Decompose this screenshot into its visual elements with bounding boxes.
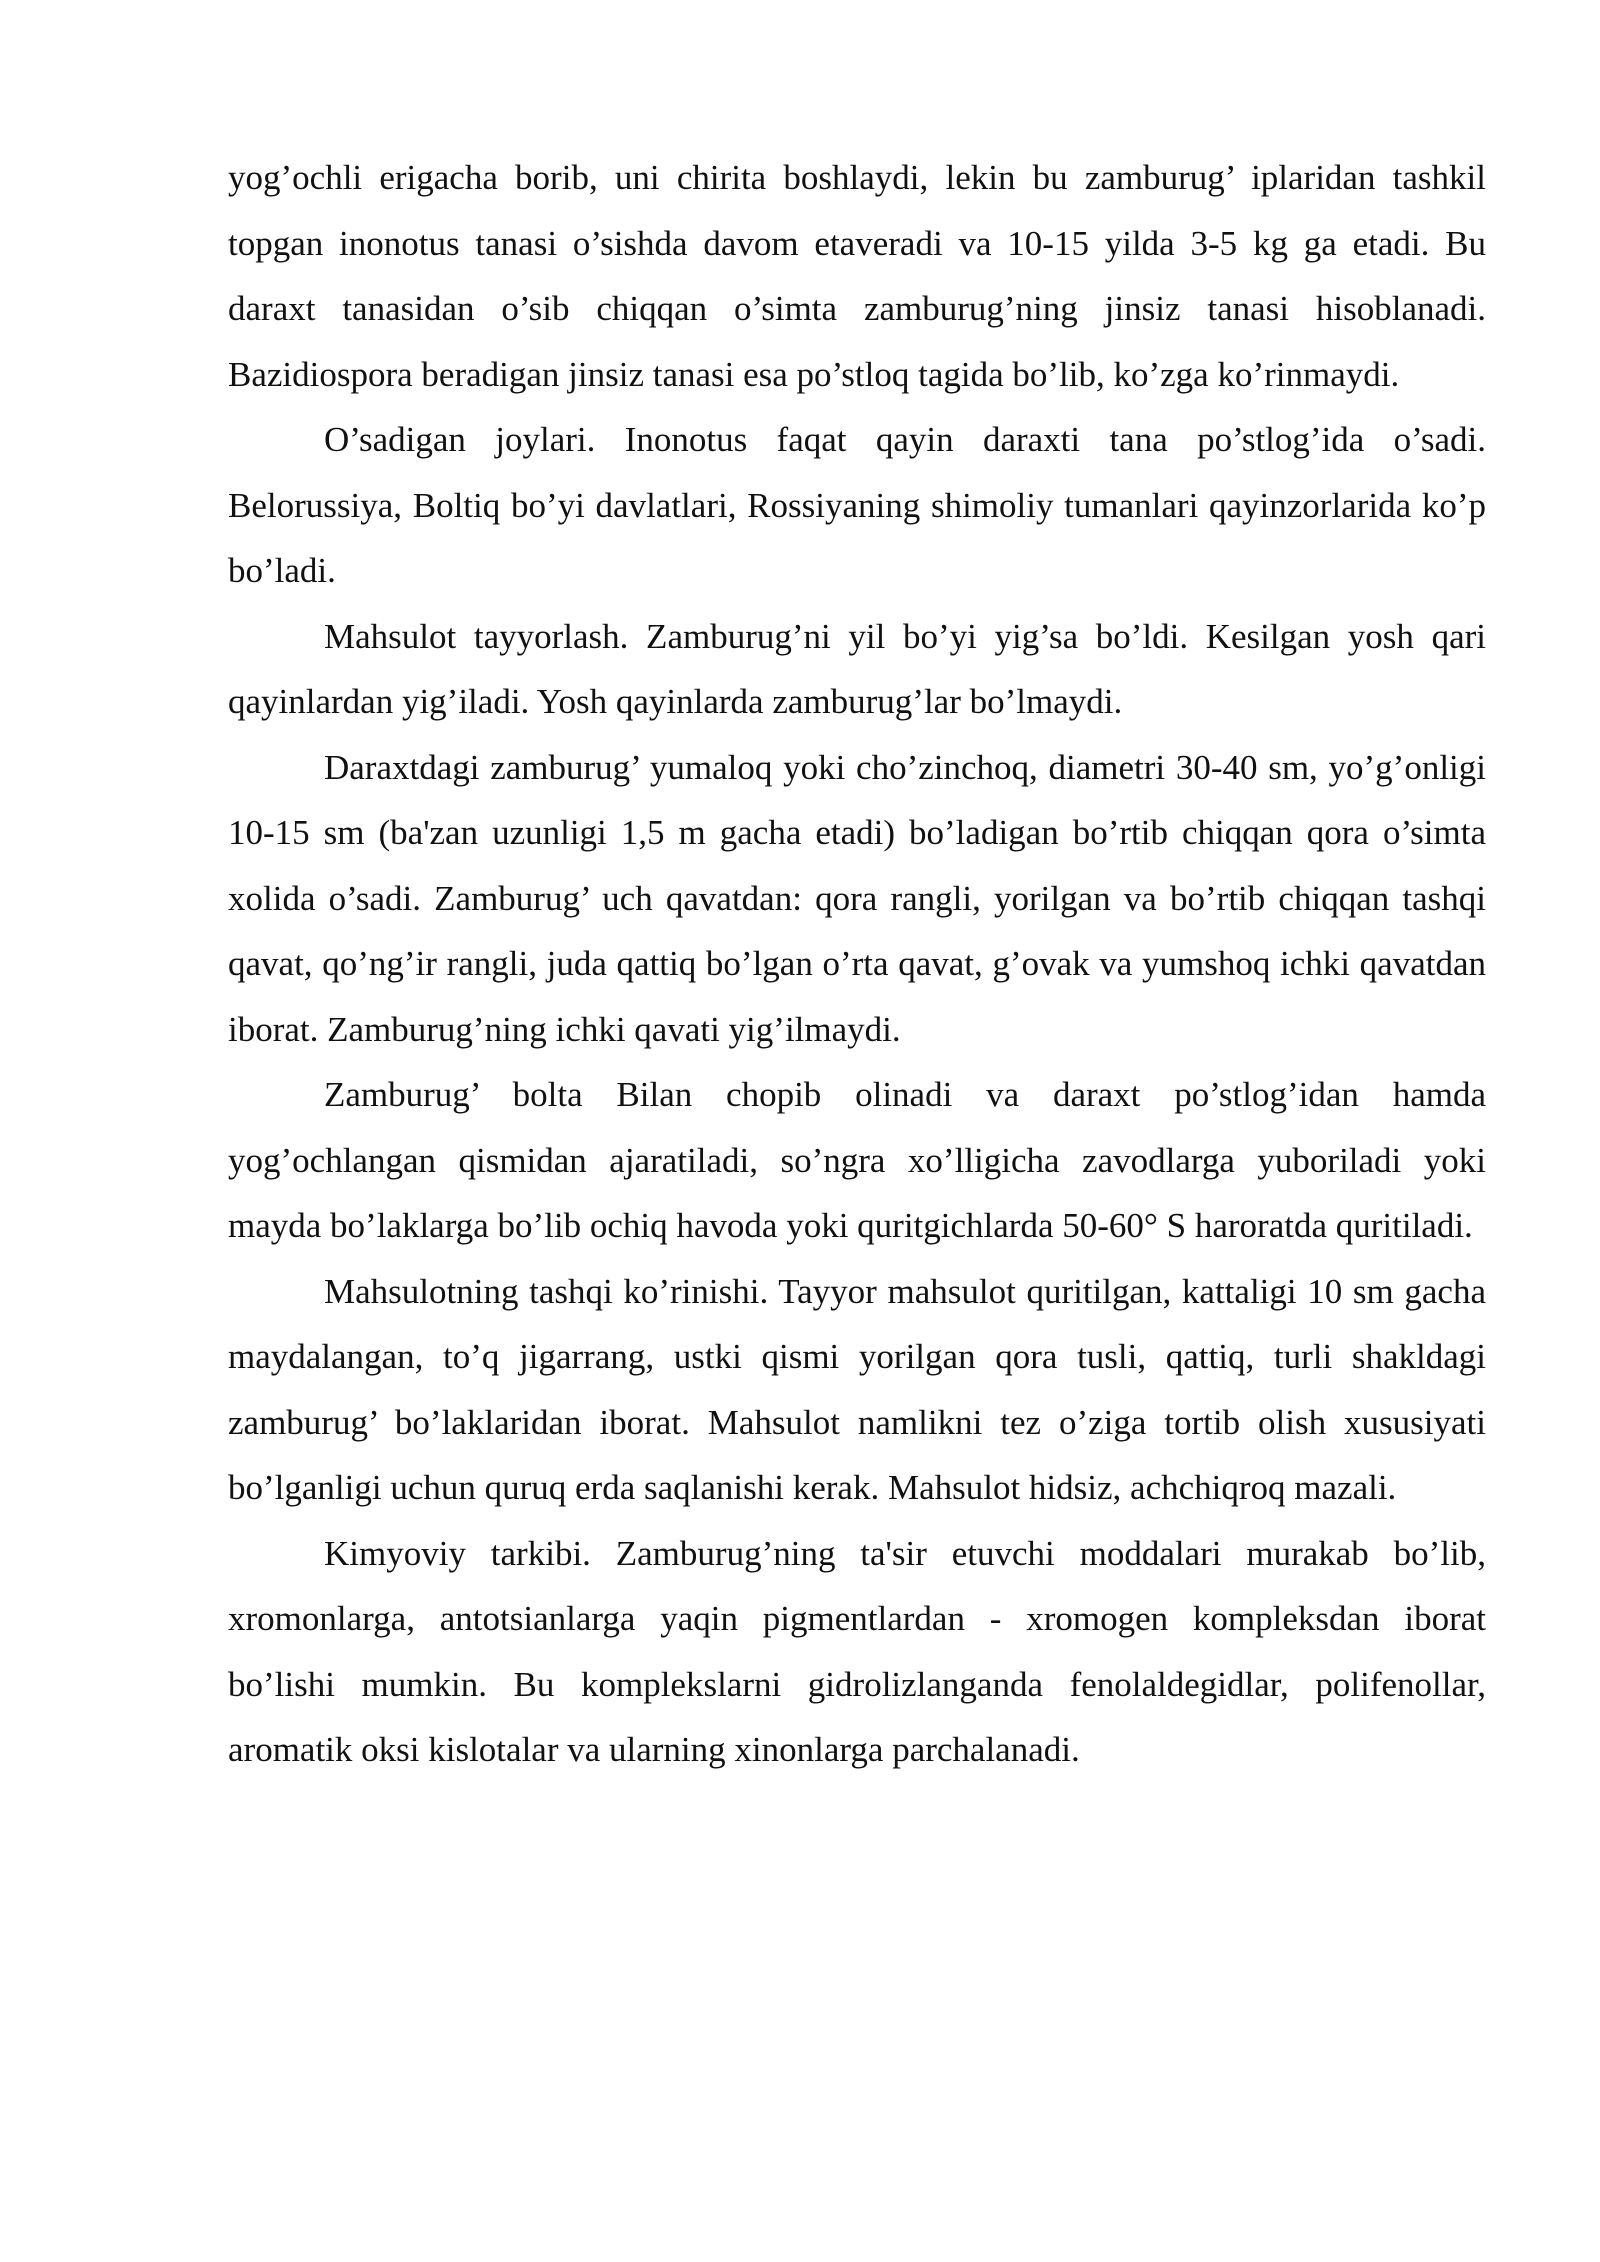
paragraph-growing-places: O’sadigan joylari. Inonotus faqat qayin daraxti tana po’stlog’ida o’sadi. Belorussiya, Boltiq bo’yi davlatlari, Rossiyaning shimoliy tumanlari qayinzorlarida ko’p bo’ladi. bbox=[228, 420, 1486, 590]
paragraph-chemical-composition: Kimyoviy tarkibi. Zamburug’ning ta'sir etuvchi moddalari murakab bo’lib, xromonlarga, antotsianlarga yaqin pigmentlardan - xromogen kompleksdan iborat bo’lishi mumkin. Bu komplekslarni gidrolizlanganda fenolaldegidlar, polifenollar, aromatik oksi kislotalar va ularning xinonlarga parchalanadi. bbox=[228, 1533, 1486, 1769]
paragraph-continuation: yog’ochli erigacha borib, uni chirita boshlaydi, lekin bu zamburug’ iplaridan tashkil topgan inonotus tanasi o’sishda davom etaveradi va 10-15 yilda 3-5 kg ga etadi. Bu daraxt tanasidan o’sib chiqqan o’simta zamburug’ning jinsiz tanasi hisoblanadi. Bazidiospora beradigan jinsiz tanasi esa po’stloq tagida bo’lib, ko’zga ko’rinmaydi. bbox=[228, 158, 1486, 394]
paragraph-product-preparation: Mahsulot tayyorlash. Zamburug’ni yil bo’yi yig’sa bo’ldi. Kesilgan yosh qari qayinlardan yig’iladi. Yosh qayinlarda zamburug’lar bo’lmaydi. bbox=[228, 616, 1486, 721]
paragraph-fungus-description: Daraxtdagi zamburug’ yumaloq yoki cho’zinchoq, diametri 30-40 sm, yo’g’onligi 10-15 sm (ba'zan uzunligi 1,5 m gacha etadi) bo’ladigan bo’rtib chiqqan qora o’simta xolida o’sadi. Zamburug’ uch qavatdan: qora rangli, yorilgan va bo’rtib chiqqan tashqi qavat, qo’ng’ir rangli, juda qattiq bo’lgan o’rta qavat, g’ovak va yumshoq ichki qavatdan iborat. Zamburug’ning ichki qavati yig’ilmaydi. bbox=[228, 747, 1486, 1049]
paragraph-harvesting: Zamburug’ bolta Bilan chopib olinadi va daraxt po’stlog’idan hamda yog’ochlangan qismidan ajaratiladi, so’ngra xo’lligicha zavodlarga yuboriladi yoki mayda bo’laklarga bo’lib ochiq havoda yoki quritgichlarda 50-60° S haroratda quritiladi. bbox=[228, 1075, 1486, 1245]
document-body bbox=[228, 145, 1486, 1783]
paragraph-appearance: Mahsulotning tashqi ko’rinishi. Tayyor mahsulot quritilgan, kattaligi 10 sm gacha maydalangan, to’q jigarrang, ustki qismi yorilgan qora tusli, qattiq, turli shakldagi zamburug’ bo’laklaridan iborat. Mahsulot namlikni tez o’ziga tortib olish xususiyati bo’lganligi uchun quruq erda saqlanishi kerak. Mahsulot hidsiz, achchiqroq mazali. bbox=[228, 1271, 1486, 1507]
